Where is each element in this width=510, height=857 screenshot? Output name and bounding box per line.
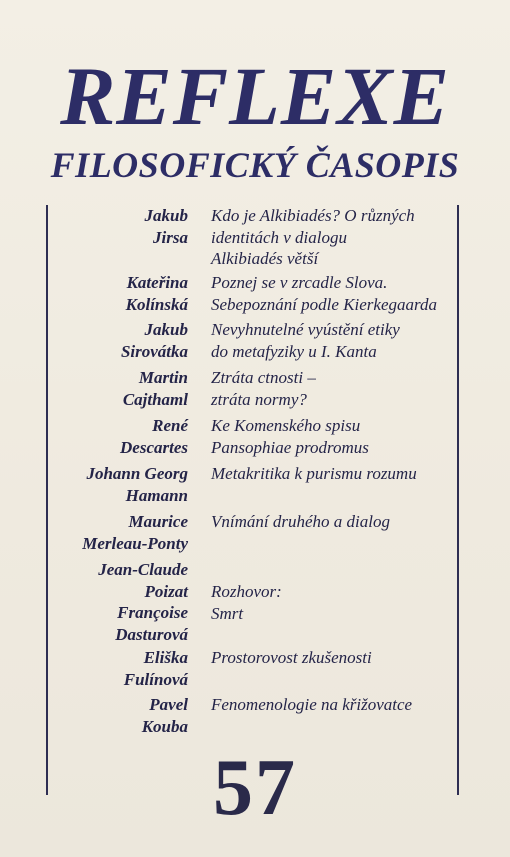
title-line: Metakritika k purismu rozumu (211, 464, 417, 483)
title-line: Prostorovost zkušenosti (211, 648, 372, 667)
author-line: Maurice (128, 512, 188, 531)
toc-article-title (211, 463, 417, 485)
author-line: Françoise (117, 603, 188, 622)
author-line: Hamann (125, 485, 188, 505)
toc-article-title (211, 205, 415, 270)
author-line: Descartes (120, 437, 188, 457)
author-line: Dasturová (115, 624, 188, 644)
toc-author (86, 463, 188, 506)
toc-article-title (211, 511, 390, 533)
title-line: Alkibiadés větší (211, 249, 319, 268)
toc-article-title (211, 647, 372, 669)
author-line: Cajthaml (122, 389, 188, 409)
author-line: Johann Georg (86, 464, 188, 483)
toc-article-title (211, 415, 369, 458)
author-line: Pavel (149, 695, 188, 714)
issue-number: 57 (213, 744, 297, 832)
right-border-rule (457, 205, 459, 795)
author-line: Fulínová (123, 669, 188, 689)
toc-article-title (211, 694, 412, 716)
toc-author (145, 205, 188, 248)
title-line: Ztráta ctnosti – (211, 368, 316, 387)
title-line: Pansophiae prodromus (211, 437, 369, 457)
author-line: Jean-Claude (98, 560, 188, 579)
author-line: Merleau-Ponty (82, 533, 188, 553)
title-line: Rozhovor: (211, 582, 282, 601)
toc-author (98, 559, 188, 645)
masthead-subtitle: FILOSOFICKÝ ČASOPIS (50, 145, 460, 185)
toc-author (121, 319, 188, 362)
author-line: Kateřina (126, 273, 188, 292)
author-line: Kouba (141, 716, 188, 736)
masthead-title: REFLEXE (60, 50, 450, 142)
toc-author (82, 511, 188, 554)
title-line: Nevyhnutelné vyústění etiky (211, 320, 400, 339)
author-line: Poizat (144, 581, 188, 601)
left-border-rule (46, 205, 48, 795)
title-line: Sebepoznání podle Kierkegaarda (211, 294, 437, 314)
title-line: Ke Komenského spisu (211, 416, 361, 435)
toc-author (126, 272, 188, 315)
author-line: Jakub (144, 206, 188, 225)
title-line: do metafyziky u I. Kanta (211, 341, 377, 361)
title-line: Kdo je Alkibiadés? O různých (211, 206, 415, 225)
author-line: Martin (138, 368, 188, 387)
title-line: Fenomenologie na křižovatce (211, 695, 413, 714)
author-line: Jirsa (153, 227, 188, 247)
author-line: Kolínská (125, 294, 188, 314)
title-line: Vnímání druhého a dialog (211, 512, 390, 531)
toc-article-title (211, 272, 437, 315)
toc-article-title (211, 319, 400, 362)
toc-author (123, 367, 188, 410)
toc-author (120, 415, 188, 458)
title-line: Smrt (211, 603, 244, 623)
title-line: Poznej se v zrcadle Slova. (211, 273, 388, 292)
toc-author (124, 647, 188, 690)
author-line: Sirovátka (120, 341, 188, 361)
author-line: Jakub (144, 320, 188, 339)
toc-article-title (211, 581, 282, 624)
author-line: Eliška (143, 648, 188, 667)
author-line: René (152, 416, 188, 435)
title-line: identitách v dialogu (211, 227, 347, 247)
toc-article-title (211, 367, 316, 410)
toc-author (142, 694, 188, 737)
title-line: ztráta normy? (211, 389, 307, 409)
